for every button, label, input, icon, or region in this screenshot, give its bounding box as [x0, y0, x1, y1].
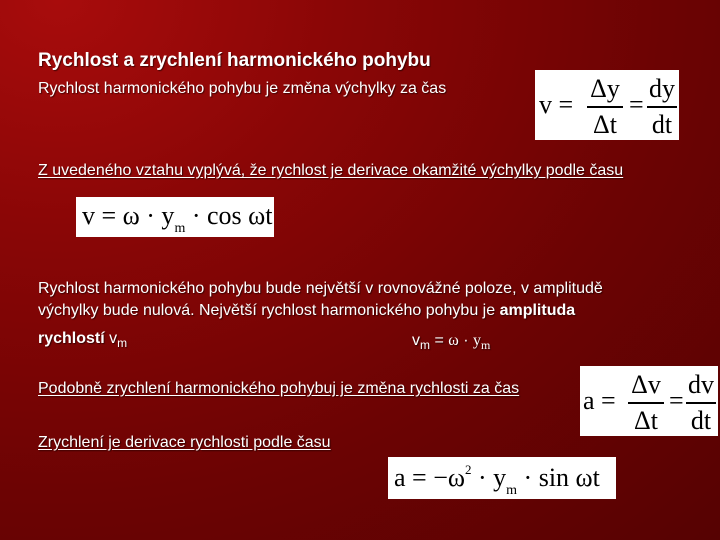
eq1-denominator-1: Δt: [593, 110, 617, 139]
eq4-formula: [394, 463, 600, 498]
vm-subscript: m: [117, 336, 128, 350]
slide-title: Rychlost a zrychlení harmonického pohybu: [38, 50, 431, 71]
eq2-part-b: · cos ωt: [185, 201, 273, 230]
eq3-numerator-1: Δv: [631, 370, 661, 399]
velocity-definition-text: Rychlost harmonického pohybu je změna výchylky za čas: [38, 80, 447, 97]
eq4-part-b: · y: [471, 463, 507, 492]
eq2-part-a: v = ω · y: [82, 201, 175, 230]
velocity-bold-text: rychlostí: [38, 330, 105, 347]
eq4-superscript: 2: [464, 462, 472, 477]
eq1-denominator-2: dt: [651, 110, 673, 139]
max-velocity-formula: [412, 330, 490, 352]
vm-equals: =: [430, 332, 449, 349]
eq1-lhs: v =: [539, 90, 574, 119]
vm-variable: v: [109, 330, 118, 347]
eq3-fraction-1: [626, 370, 666, 434]
vm-omega: ω: [448, 332, 459, 349]
vm-y-subscript: m: [480, 338, 491, 352]
eq3-equals: =: [669, 386, 684, 415]
eq1-bar-2: [647, 106, 677, 108]
eq1-equals: =: [629, 90, 644, 119]
paragraph-line-2: [38, 300, 575, 321]
amplitude-bold-text: amplituda: [499, 302, 576, 319]
vm-y: y: [472, 332, 481, 349]
vm-dot: ·: [458, 332, 473, 349]
acceleration-derivative-text: Zrychlení je derivace rychlosti podle času: [38, 434, 331, 451]
eq3-bar-1: [628, 402, 664, 404]
velocity-fraction-equation: [535, 70, 679, 140]
eq3-denominator-2: dt: [690, 406, 712, 435]
eq1-numerator-1: Δy: [590, 74, 620, 103]
eq1-numerator-2: dy: [649, 74, 675, 103]
acceleration-fraction-equation: [580, 366, 718, 436]
eq3-fraction-2: [684, 370, 718, 434]
eq3-numerator-2: dv: [688, 370, 714, 399]
eq3-lhs: a =: [583, 386, 616, 415]
eq2-subscript: m: [174, 221, 186, 236]
eq1-fraction-1: [585, 74, 625, 138]
acceleration-sin-equation: [388, 457, 616, 499]
derivative-statement-text: Z uvedeného vztahu vyplývá, že rychlost je derivace okamžité výchylky podle času: [38, 162, 624, 179]
velocity-cos-equation: [76, 197, 274, 237]
eq3-bar-2: [686, 402, 716, 404]
paragraph-line-1: Rychlost harmonického pohybu bude největší v rovnovážné poloze, v amplitudě: [38, 280, 603, 297]
vm-lhs: v: [412, 332, 420, 349]
eq1-fraction-2: [645, 74, 679, 138]
acceleration-definition-text: Podobně zrychlení harmonického pohybuj je změna rychlosti za čas: [38, 380, 520, 397]
eq4-part-a: a = −ω: [394, 463, 465, 492]
paragraph-line-2-text: výchylky bude nulová. Největší rychlost harmonického pohybu je: [38, 302, 496, 319]
vm-lhs-subscript: m: [420, 338, 430, 352]
eq4-subscript: m: [506, 483, 518, 498]
eq4-part-c: · sin ωt: [517, 463, 600, 492]
paragraph-line-3: [38, 328, 127, 350]
eq3-denominator-1: Δt: [634, 406, 658, 435]
eq2-formula: [82, 201, 272, 236]
eq1-bar-1: [587, 106, 623, 108]
